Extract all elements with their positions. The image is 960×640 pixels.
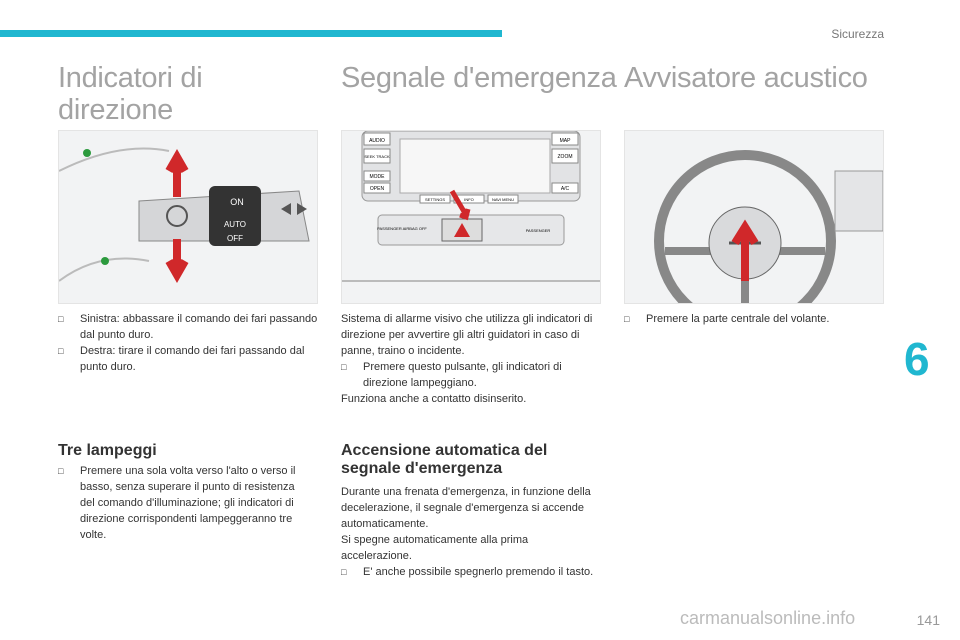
svg-text:SETTINGS: SETTINGS [424,197,446,202]
title-segnale: Segnale d'emergenza [341,62,617,94]
svg-text:INFO: INFO [464,197,474,202]
svg-text:NAVI MENU: NAVI MENU [492,197,514,202]
svg-text:ZOOM: ZOOM [557,154,573,160]
indicator-light-icon [83,149,91,157]
image-hazard-panel [341,130,601,304]
subtitle-accensione: Accensione automatica del segnale d'emergenza [341,442,548,477]
col1-sub-bullet: □ Premere una sola volta verso l'alto o verso il basso, senza superare il punto di resistenza del comando d'illuminazione; gli indicatori di direzione corrispondenti lampeggeranno tre volte. [58,465,296,541]
svg-text:PASSENGER: PASSENGER [525,228,551,233]
title-avvisatore: Avvisatore acustico [624,62,868,94]
title-indicatori: Indicatori di direzione [58,62,203,126]
svg-text:OFF: OFF [227,234,243,243]
top-accent-bar [0,30,502,37]
image-turn-signal-stalk [58,130,318,304]
col3-bullet: □ Premere la parte centrale del volante. [624,313,830,325]
svg-text:MAP: MAP [559,138,571,144]
section-label: Sicurezza [831,27,884,41]
svg-text:ON: ON [230,197,244,207]
svg-text:A/C: A/C [560,186,570,192]
svg-text:PASSENGER AIRBAG OFF: PASSENGER AIRBAG OFF [377,226,427,231]
svg-text:SEEK TRACK: SEEK TRACK [364,154,390,159]
svg-text:AUDIO: AUDIO [369,138,385,144]
col1-bullets: □ Sinistra: abbassare il comando dei fari passando dal punto duro. □ Destra: tirare il comando dei fari passando dal punto duro. [58,313,318,373]
svg-text:MODE: MODE [369,174,385,180]
subtitle-tre-lampeggi: Tre lampeggi [58,442,157,459]
col2-intro: Sistema di allarme visivo che utilizza gli indicatori di direzione per avvertire gli altri guidatori in caso di panne, traino o incidente. □ Premere questo pulsante, gli indicatori di direzione lampeggiano. Funziona anche a contatto disinserito. [341,313,593,405]
watermark: carmanualsonline.info [680,608,856,628]
svg-text:AUTO: AUTO [223,220,247,229]
col2-auto-text: Durante una frenata d'emergenza, in funzione della decelerazione, il segnale d'emergenza si accende automaticamente. Si spegne automaticamente alla prima accelerazione. □ E' anche possibile spegnerlo premendo il tasto. [341,486,594,578]
page-number: 141 [916,612,940,628]
chapter-number: 6 [904,333,930,385]
image-steering-wheel [624,130,884,304]
svg-text:OPEN: OPEN [369,186,385,192]
indicator-light-icon [101,257,109,265]
